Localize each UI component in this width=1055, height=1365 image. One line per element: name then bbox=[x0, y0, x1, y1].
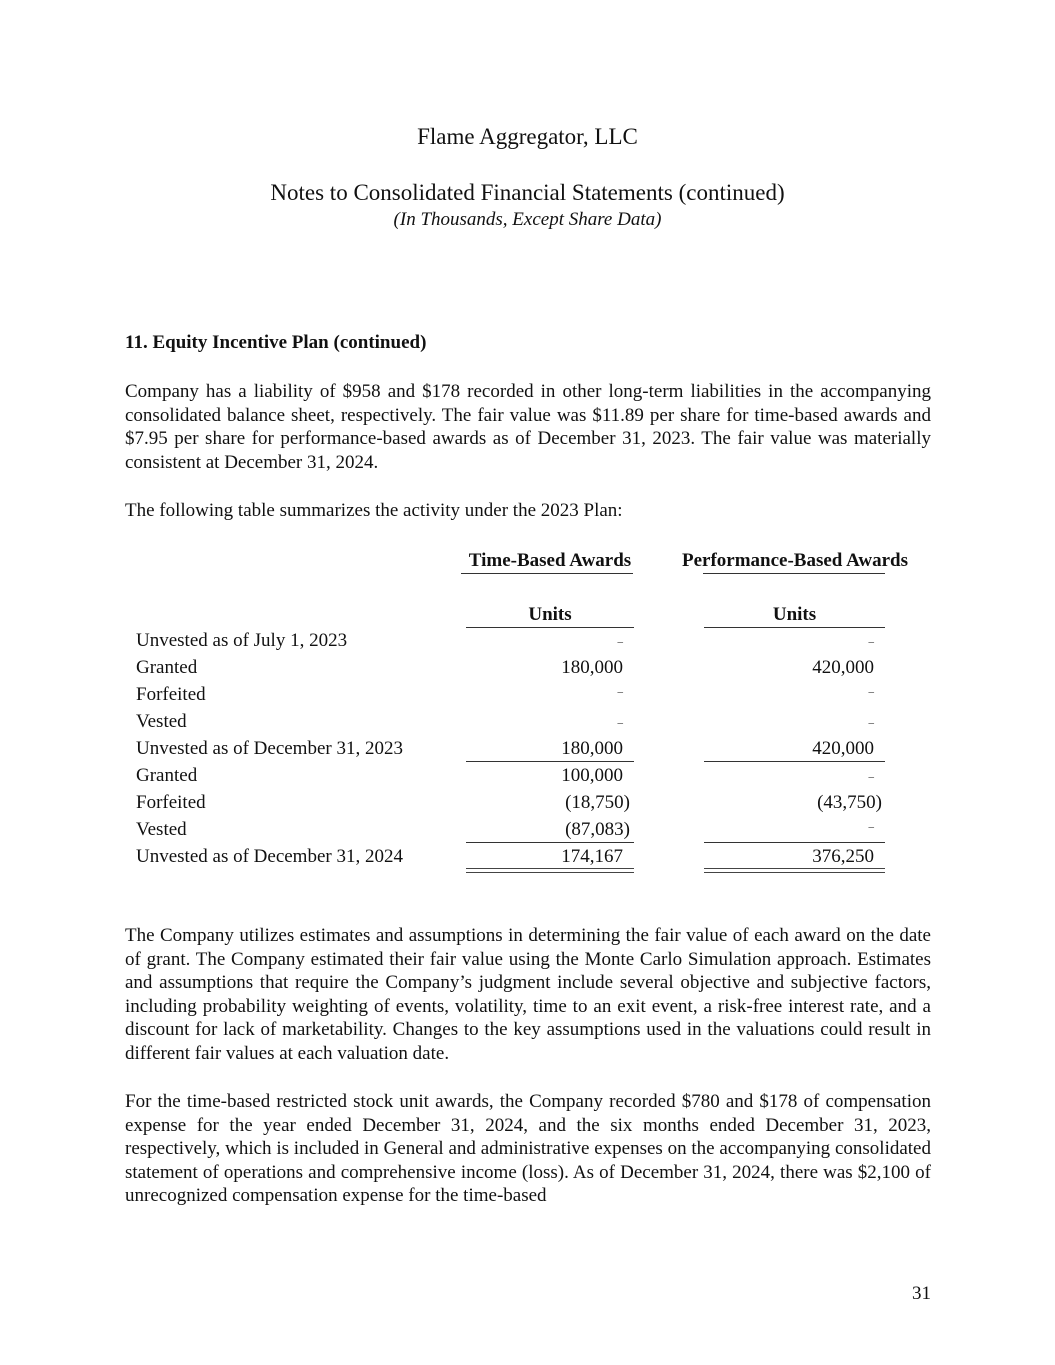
units-rule-perf bbox=[704, 627, 885, 628]
subtotal-rule-time bbox=[466, 761, 634, 762]
row-label: Unvested as of December 31, 2023 bbox=[136, 738, 403, 759]
time-units-value: (18,750) bbox=[565, 792, 630, 813]
header-rule-perf bbox=[703, 573, 885, 574]
company-name: Flame Aggregator, LLC bbox=[417, 124, 638, 149]
time-units-value: – bbox=[617, 636, 623, 648]
perf-units-value: – bbox=[868, 717, 874, 729]
table-row bbox=[0, 630, 1055, 657]
time-units-value: – bbox=[617, 717, 623, 729]
header-rule-time bbox=[461, 573, 633, 574]
units-note: (In Thousands, Except Share Data) bbox=[393, 209, 662, 230]
units-rule-time bbox=[466, 627, 634, 628]
table-row bbox=[0, 792, 1055, 819]
column-header-time-based: Time-Based Awards bbox=[468, 550, 632, 571]
page-number: 31 bbox=[912, 1283, 931, 1304]
units-header-time: Units bbox=[528, 604, 572, 625]
column-header-performance-based: Performance-Based Awards bbox=[681, 550, 908, 571]
paragraph-estimates: The Company utilizes estimates and assumptions in determining the fair value of each award on the date of grant. The Company estimated their fair value using the Monte Carlo Simulation approach. Estimates and assumptions that require the Company’s judgment include several objective and subjective factors, including probability weighting of events, volatility, time to an exit event, a risk-free interest rate, and a discount for lack of marketability. Changes to the key assumptions used in the valuations could result in different fair values at each valuation date. bbox=[125, 925, 931, 1064]
total-rule-perf bbox=[704, 842, 885, 843]
total-rule-time bbox=[466, 842, 634, 843]
perf-units-value: – bbox=[868, 686, 874, 698]
perf-units-value: 420,000 bbox=[812, 738, 874, 759]
subtotal-rule-perf bbox=[704, 761, 885, 762]
row-label: Forfeited bbox=[136, 684, 206, 705]
table-row bbox=[0, 765, 1055, 792]
row-label: Granted bbox=[136, 765, 198, 786]
perf-units-value: (43,750) bbox=[817, 792, 882, 813]
paragraph-compensation: For the time-based restricted stock unit awards, the Company recorded $780 and $178 of compensation expense for the year ended December 31, 2024, and the six months ended December 31, 2023, respectively, which is included in General and administrative expenses on the accompanying consolidated statement of operations and comprehensive income (loss). As of December 31, 2024, there was $2,100 of unrecognized compensation expense for the time-based bbox=[125, 1091, 931, 1206]
table-row bbox=[0, 684, 1055, 711]
row-label: Forfeited bbox=[136, 792, 206, 813]
document-subtitle: Notes to Consolidated Financial Statements (continued) bbox=[270, 180, 785, 205]
row-label: Granted bbox=[136, 657, 198, 678]
table-row bbox=[0, 657, 1055, 684]
time-units-value: (87,083) bbox=[565, 819, 630, 840]
perf-units-value: – bbox=[868, 771, 874, 783]
paragraph-table-intro: The following table summarizes the activity under the 2023 Plan: bbox=[125, 500, 623, 521]
perf-units-value: – bbox=[868, 636, 874, 648]
perf-units-value: 420,000 bbox=[812, 657, 874, 678]
time-units-value: 100,000 bbox=[561, 765, 623, 786]
perf-units-value: 376,250 bbox=[812, 846, 874, 867]
units-header-perf: Units bbox=[772, 604, 817, 625]
perf-units-value: – bbox=[868, 821, 874, 833]
section-title: 11. Equity Incentive Plan (continued) bbox=[125, 332, 427, 353]
time-units-value: 180,000 bbox=[561, 657, 623, 678]
row-label: Unvested as of July 1, 2023 bbox=[136, 630, 348, 651]
double-rule-time bbox=[466, 868, 634, 873]
row-label: Vested bbox=[136, 711, 187, 732]
row-label: Vested bbox=[136, 819, 187, 840]
time-units-value: 180,000 bbox=[561, 738, 623, 759]
row-label: Unvested as of December 31, 2024 bbox=[136, 846, 403, 867]
paragraph-liability: Company has a liability of $958 and $178 recorded in other long-term liabilities in the accompanying consolidated balance sheet, respectively. The fair value was $11.89 per share for time-based awards and $7.95 per share for performance-based awards as of December 31, 2023. The fair value was materially consistent at December 31, 2024. bbox=[125, 381, 931, 473]
time-units-value: 174,167 bbox=[561, 846, 623, 867]
table-row bbox=[0, 711, 1055, 738]
time-units-value: – bbox=[617, 686, 623, 698]
double-rule-perf bbox=[704, 868, 885, 873]
